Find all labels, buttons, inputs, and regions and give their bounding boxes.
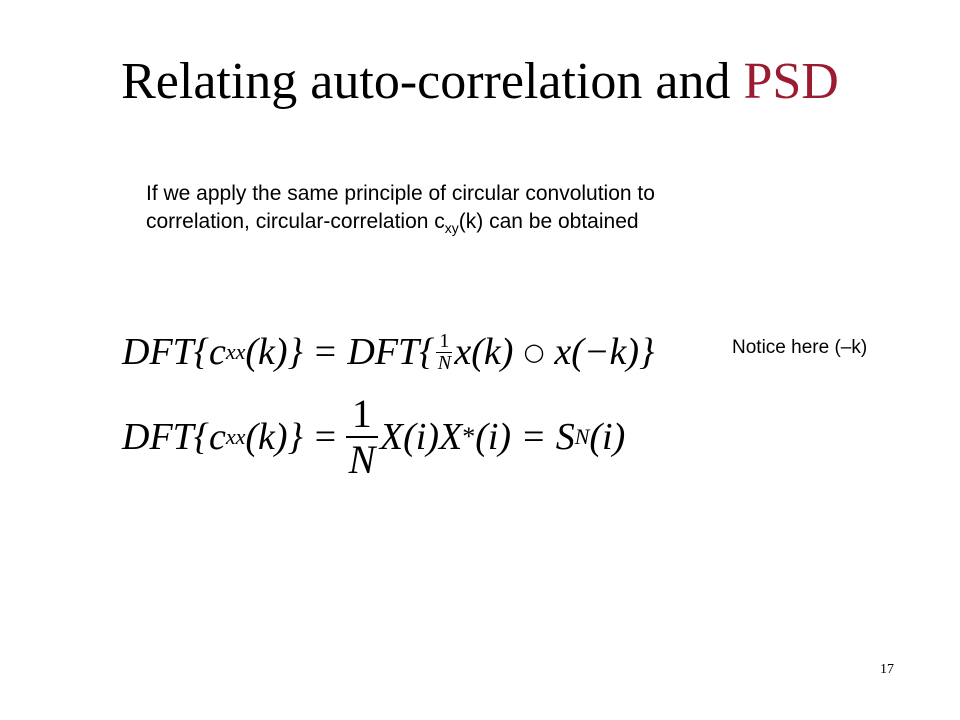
- equation-1: DFT{c xx (k)} = DFT{ $\frac{1}{N}$ x(k) ○ x(−k)}: [122, 329, 655, 374]
- eq1-frac-num: 1: [439, 329, 450, 352]
- eq2-lhs-post: (k)} =: [245, 416, 338, 458]
- body-paragraph: [146, 180, 866, 236]
- eq2-fraction: [346, 392, 378, 482]
- body-line-2-subscript: xy: [444, 220, 459, 236]
- page-number: 17: [880, 662, 894, 677]
- equation-2: DFT{c xx (k)} = $\frac{1}{N}$ X(i)X * (i) = S N (i): [122, 391, 626, 482]
- slide-title: [0, 53, 960, 110]
- eq1-frac-den: N: [437, 351, 452, 374]
- eq1-fraction: [436, 331, 452, 374]
- title-main-text: Relating auto-correlation and: [121, 53, 744, 110]
- eq2-rhs-a: X(i)X: [379, 416, 463, 458]
- eq2-frac-num: 1: [351, 391, 372, 436]
- body-line-1: If we apply the same principle of circular convolution to: [146, 182, 655, 205]
- eq2-lhs-pre: DFT{c: [122, 416, 226, 458]
- title-accent-text: PSD: [743, 53, 839, 110]
- body-line-2-post: (k) can be obtained: [458, 210, 639, 233]
- circle-operator-icon: ○: [523, 338, 545, 366]
- eq2-frac-den: N: [348, 437, 376, 482]
- eq1-term1: x(k): [454, 331, 514, 373]
- eq1-lhs-pre: DFT{c: [122, 331, 226, 373]
- body-line-2: [146, 208, 866, 236]
- body-line-2-pre: correlation, circular-correlation c: [146, 210, 445, 233]
- eq1-lhs-post: (k)} = DFT{: [245, 331, 435, 373]
- eq2-rhs-b: (i) = S: [475, 416, 575, 458]
- eq1-term2: x(−k)}: [554, 331, 655, 373]
- eq2-rhs-c: (i): [589, 416, 626, 458]
- notice-note: Notice here (–k): [732, 337, 868, 358]
